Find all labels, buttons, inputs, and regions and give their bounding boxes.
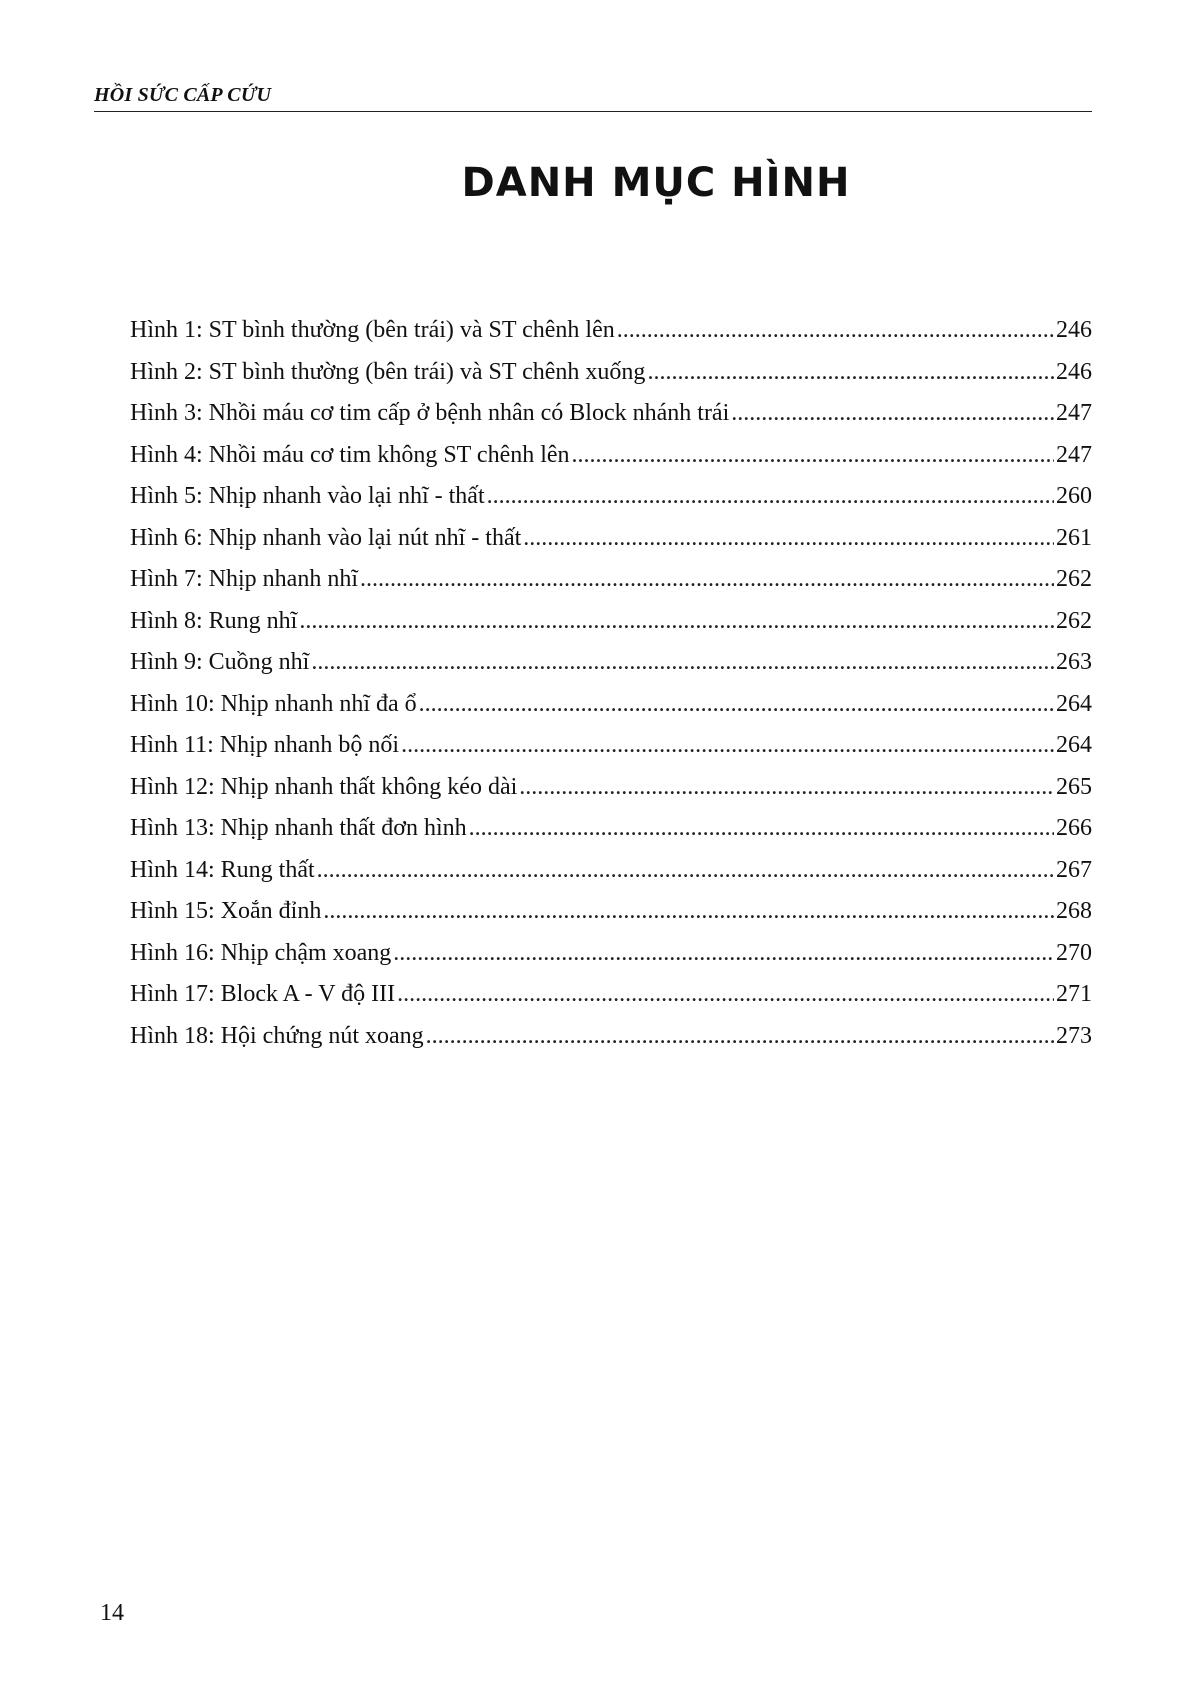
figure-entry-page: 264	[1056, 732, 1092, 758]
dot-leader	[469, 808, 1054, 850]
figure-entry	[130, 435, 1092, 477]
figure-entry-page: 247	[1056, 400, 1092, 426]
figure-entry	[130, 933, 1092, 975]
figure-entry	[130, 601, 1092, 643]
figure-entry-page: 265	[1056, 773, 1092, 800]
figure-entry-label: Hình 7: Nhịp nhanh nhĩ	[130, 566, 358, 592]
figure-entry	[130, 559, 1092, 601]
figure-entry-page: 264	[1056, 690, 1092, 717]
figure-entry-page: 262	[1056, 607, 1092, 634]
figure-entry-label: Hình 6: Nhịp nhanh vào lại nút nhĩ - thất	[130, 524, 522, 551]
figure-entry	[130, 684, 1092, 726]
dot-leader	[360, 559, 1054, 601]
figure-list	[130, 310, 1092, 1057]
figure-entry	[130, 352, 1092, 394]
figure-entry-page: 246	[1056, 358, 1092, 385]
dot-leader	[311, 642, 1054, 684]
figure-entry	[130, 476, 1092, 518]
dot-leader	[572, 435, 1054, 477]
dot-leader	[647, 352, 1054, 394]
figure-entry-page: 260	[1056, 483, 1092, 509]
figure-entry	[130, 518, 1092, 560]
figure-entry-label: Hình 2: ST bình thường (bên trái) và ST chênh xuống	[130, 358, 646, 385]
figure-entry-label: Hình 11: Nhịp nhanh bộ nối	[130, 732, 400, 758]
dot-leader	[426, 1016, 1054, 1058]
figure-entry	[130, 393, 1092, 435]
figure-entry-label: Hình 16: Nhịp chậm xoang	[130, 939, 392, 966]
figure-entry-label: Hình 10: Nhịp nhanh nhĩ đa ổ	[130, 690, 417, 717]
figure-entry-label: Hình 12: Nhịp nhanh thất không kéo dài	[130, 773, 518, 800]
figure-entry-page: 271	[1056, 981, 1092, 1007]
dot-leader	[731, 393, 1054, 435]
figure-entry-label: Hình 14: Rung thất	[130, 856, 315, 883]
figure-entry-page: 261	[1056, 524, 1092, 551]
figure-entry-page: 266	[1056, 815, 1092, 841]
figure-entry-page: 262	[1056, 566, 1092, 592]
figure-entry-page: 267	[1056, 856, 1092, 883]
figure-entry-label: Hình 17: Block A - V độ III	[130, 981, 396, 1007]
page-title: DANH MỤC HÌNH	[461, 160, 851, 206]
figure-entry-page: 263	[1056, 649, 1092, 675]
dot-leader	[317, 850, 1054, 892]
figure-entry-label: Hình 15: Xoắn đỉnh	[130, 898, 322, 924]
dot-leader	[487, 476, 1054, 518]
figure-entry	[130, 974, 1092, 1016]
dot-leader	[401, 725, 1054, 767]
running-header: HỒI SỨC CẤP CỨU	[94, 84, 272, 106]
figure-entry-label: Hình 4: Nhồi máu cơ tim không ST chênh lên	[130, 441, 570, 468]
figure-entry	[130, 850, 1092, 892]
figure-entry	[130, 1016, 1092, 1058]
figure-entry-label: Hình 9: Cuồng nhĩ	[130, 649, 310, 675]
figure-entry-page: 246	[1056, 317, 1092, 343]
figure-entry	[130, 808, 1092, 850]
figure-entry-label: Hình 3: Nhồi máu cơ tim cấp ở bệnh nhân có Block nhánh trái	[130, 400, 730, 426]
dot-leader	[419, 684, 1054, 726]
figure-entry	[130, 642, 1092, 684]
dot-leader	[617, 310, 1054, 352]
dot-leader	[523, 518, 1054, 560]
figure-entry-label: Hình 18: Hội chứng nút xoang	[130, 1022, 424, 1049]
figure-entry-page: 270	[1056, 939, 1092, 966]
header-rule	[94, 111, 1092, 112]
dot-leader	[299, 601, 1054, 643]
figure-entry-page: 268	[1056, 898, 1092, 924]
figure-entry-page: 273	[1056, 1022, 1092, 1049]
dot-leader	[397, 974, 1054, 1016]
page-number: 14	[100, 1600, 124, 1626]
figure-entry-page: 247	[1056, 441, 1092, 468]
figure-entry-label: Hình 5: Nhịp nhanh vào lại nhĩ - thất	[130, 483, 485, 509]
figure-entry	[130, 310, 1092, 352]
figure-entry-label: Hình 13: Nhịp nhanh thất đơn hình	[130, 815, 467, 841]
figure-entry	[130, 891, 1092, 933]
figure-entry	[130, 767, 1092, 809]
dot-leader	[323, 891, 1054, 933]
figure-entry-label: Hình 1: ST bình thường (bên trái) và ST chênh lên	[130, 317, 615, 343]
dot-leader	[519, 767, 1054, 809]
dot-leader	[393, 933, 1054, 975]
figure-entry-label: Hình 8: Rung nhĩ	[130, 607, 298, 634]
figure-entry	[130, 725, 1092, 767]
